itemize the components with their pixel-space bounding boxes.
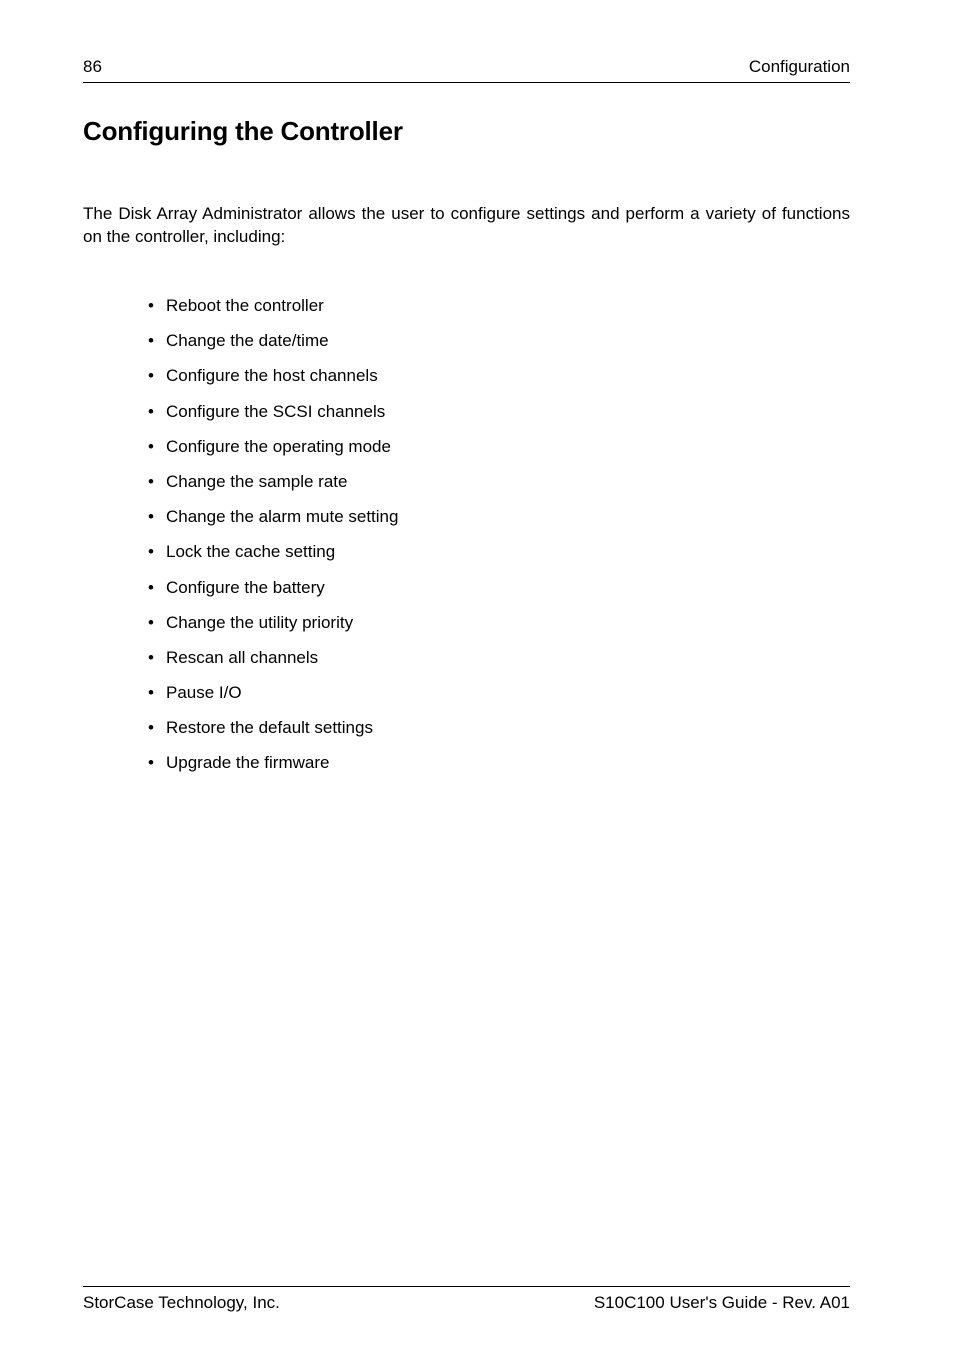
- list-item-text: Lock the cache setting: [166, 542, 336, 562]
- section-name: Configuration: [748, 57, 850, 76]
- bullet-icon: •: [148, 647, 154, 667]
- list-item: [148, 539, 398, 574]
- list-item-text: Configure the operating mode: [166, 436, 391, 456]
- bullet-icon: •: [148, 471, 154, 491]
- bullet-icon: •: [148, 577, 154, 597]
- list-item: [148, 434, 398, 469]
- list-item: [148, 575, 398, 610]
- list-item-text: Reboot the controller: [166, 296, 324, 315]
- bullet-icon: •: [148, 718, 154, 738]
- bullet-icon: •: [148, 436, 154, 456]
- page-header: [83, 56, 850, 83]
- bullet-icon: •: [148, 296, 154, 315]
- list-item: [148, 328, 398, 363]
- bullet-icon: •: [148, 366, 154, 386]
- page-footer: [83, 1286, 850, 1317]
- bullet-icon: •: [148, 683, 154, 703]
- bullet-icon: •: [148, 401, 154, 421]
- list-item: [148, 293, 398, 328]
- list-item-text: Change the alarm mute setting: [166, 507, 399, 527]
- list-item-text: Change the date/time: [166, 331, 329, 351]
- list-item-text: Configure the battery: [166, 577, 325, 597]
- bullet-icon: •: [148, 612, 154, 632]
- intro-paragraph: The Disk Array Administrator allows the user to configure settings and perform a variety of functions on the controller, including:: [83, 204, 850, 246]
- list-item: [148, 715, 398, 750]
- list-item: [148, 363, 398, 398]
- list-item: [148, 610, 398, 645]
- list-item-text: Configure the SCSI channels: [166, 401, 386, 421]
- list-item: [148, 469, 398, 504]
- list-item-text: Rescan all channels: [166, 647, 319, 667]
- bullet-icon: •: [148, 753, 154, 773]
- list-item: [148, 399, 398, 434]
- function-list: [148, 293, 398, 786]
- list-item-text: Configure the host channels: [166, 366, 378, 386]
- page-title: Configuring the Controller: [83, 116, 403, 146]
- list-item-text: Upgrade the firmware: [166, 753, 330, 773]
- page-number: 86: [83, 57, 102, 76]
- bullet-icon: •: [148, 507, 154, 527]
- footer-guide-revision: S10C100 User's Guide - Rev. A01: [593, 1293, 850, 1312]
- list-item: [148, 750, 398, 785]
- list-item-text: Change the sample rate: [166, 471, 348, 491]
- list-item: [148, 504, 398, 539]
- footer-company: StorCase Technology, Inc.: [83, 1293, 280, 1312]
- list-item-text: Pause I/O: [166, 683, 242, 703]
- list-item-text: Change the utility priority: [166, 612, 354, 632]
- bullet-icon: •: [148, 331, 154, 351]
- list-item: [148, 680, 398, 715]
- list-item: [148, 645, 398, 680]
- bullet-icon: •: [148, 542, 154, 562]
- list-item-text: Restore the default settings: [166, 718, 373, 738]
